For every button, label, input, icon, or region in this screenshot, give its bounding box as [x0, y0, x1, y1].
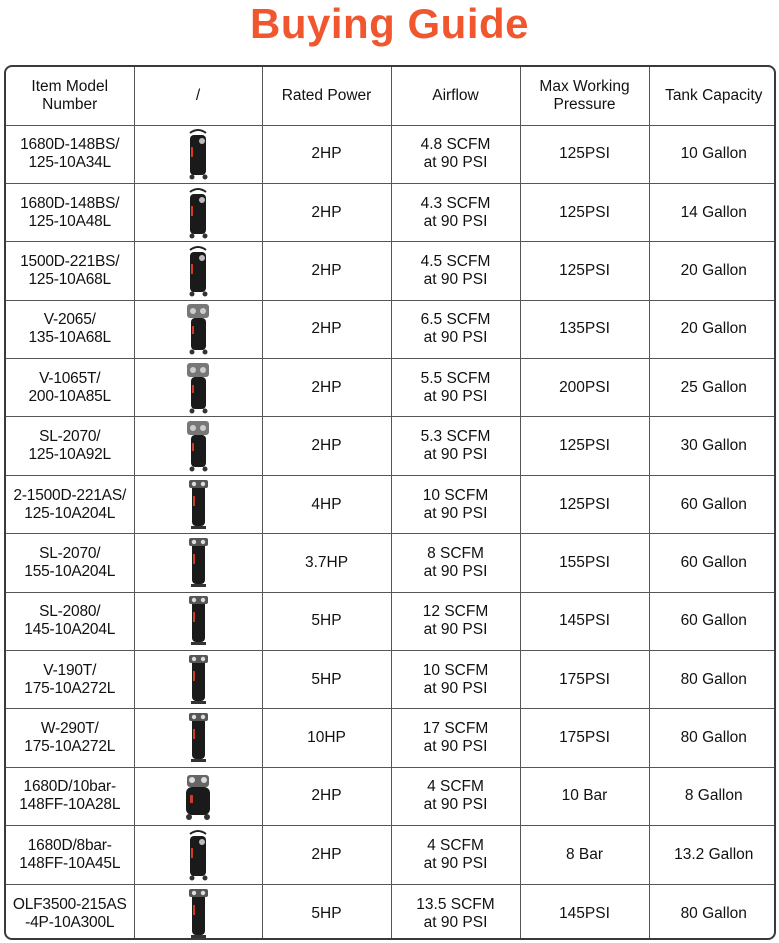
cell-tank: 20 Gallon [649, 242, 776, 300]
compressor-icon [135, 127, 262, 181]
cell-image [134, 359, 262, 417]
cell-power: 2HP [262, 417, 391, 475]
cell-image [134, 826, 262, 884]
cell-airflow [391, 359, 520, 417]
airflow-line1: 4.5 SCFM [420, 252, 491, 270]
cell-model [6, 183, 134, 241]
cell-airflow [391, 242, 520, 300]
cell-airflow [391, 767, 520, 825]
buying-guide-table [4, 65, 776, 940]
cell-pressure: 145PSI [520, 592, 649, 650]
cell-airflow [391, 300, 520, 358]
compressor-icon [135, 769, 262, 823]
cell-image [134, 417, 262, 475]
cell-power: 4HP [262, 475, 391, 533]
model-line2: 175-10A272L [24, 738, 116, 756]
cell-airflow [391, 475, 520, 533]
cell-image [134, 651, 262, 709]
table-row [6, 884, 776, 940]
cell-image [134, 300, 262, 358]
airflow-line2: at 90 PSI [423, 913, 488, 931]
model-line2: 200-10A85L [28, 387, 111, 405]
model-line2: 125-10A92L [28, 446, 111, 464]
airflow-line1: 10 SCFM [422, 661, 489, 679]
airflow-line1: 6.5 SCFM [420, 311, 491, 329]
cell-pressure: 155PSI [520, 534, 649, 592]
airflow-line1: 4.3 SCFM [420, 194, 491, 212]
cell-pressure: 175PSI [520, 709, 649, 767]
cell-image [134, 475, 262, 533]
table-row [6, 183, 776, 241]
airflow-line2: at 90 PSI [423, 270, 488, 288]
cell-airflow [391, 651, 520, 709]
header-power: Rated Power [262, 67, 391, 125]
table-row [6, 359, 776, 417]
cell-pressure: 125PSI [520, 183, 649, 241]
header-pressure-line1: Max Working [539, 77, 630, 95]
airflow-line2: at 90 PSI [423, 854, 488, 872]
header-model-line2: Number [42, 95, 98, 113]
cell-pressure: 125PSI [520, 417, 649, 475]
cell-tank: 60 Gallon [649, 592, 776, 650]
cell-pressure: 125PSI [520, 475, 649, 533]
cell-tank: 10 Gallon [649, 125, 776, 183]
cell-power: 2HP [262, 242, 391, 300]
table-row [6, 592, 776, 650]
cell-pressure: 125PSI [520, 242, 649, 300]
cell-image [134, 534, 262, 592]
compressor-icon [135, 828, 262, 882]
table-row [6, 242, 776, 300]
cell-power: 3.7HP [262, 534, 391, 592]
cell-model [6, 884, 134, 940]
table-row [6, 767, 776, 825]
header-tank: Tank Capacity [649, 67, 776, 125]
cell-pressure: 125PSI [520, 125, 649, 183]
table-row [6, 125, 776, 183]
airflow-line2: at 90 PSI [423, 621, 488, 639]
cell-airflow [391, 183, 520, 241]
model-line2: 135-10A68L [28, 329, 111, 347]
cell-model [6, 475, 134, 533]
cell-power: 2HP [262, 767, 391, 825]
airflow-line1: 4 SCFM [427, 778, 484, 796]
compressor-icon [135, 186, 262, 240]
cell-model [6, 125, 134, 183]
cell-pressure: 10 Bar [520, 767, 649, 825]
cell-tank: 80 Gallon [649, 651, 776, 709]
cell-image [134, 592, 262, 650]
header-model-line1: Item Model [31, 77, 109, 95]
cell-image [134, 125, 262, 183]
model-line1: V-190T/ [43, 661, 97, 679]
cell-tank: 60 Gallon [649, 475, 776, 533]
cell-power: 2HP [262, 183, 391, 241]
airflow-line2: at 90 PSI [423, 679, 488, 697]
model-line1: 1680D/8bar- [27, 836, 112, 854]
model-line1: SL-2080/ [39, 603, 101, 621]
model-line1: V-1065T/ [39, 369, 101, 387]
cell-tank: 25 Gallon [649, 359, 776, 417]
airflow-line1: 12 SCFM [422, 603, 489, 621]
table-row [6, 534, 776, 592]
cell-model [6, 242, 134, 300]
airflow-line1: 5.5 SCFM [420, 369, 491, 387]
cell-pressure: 8 Bar [520, 826, 649, 884]
compressor-icon [135, 653, 262, 707]
airflow-line1: 10 SCFM [422, 486, 489, 504]
cell-pressure: 135PSI [520, 300, 649, 358]
cell-pressure: 175PSI [520, 651, 649, 709]
compressor-icon [135, 887, 262, 940]
cell-airflow [391, 592, 520, 650]
cell-power: 5HP [262, 884, 391, 940]
cell-model [6, 767, 134, 825]
cell-model [6, 651, 134, 709]
header-airflow: Airflow [391, 67, 520, 125]
model-line1: 1680D-148BS/ [20, 194, 120, 212]
model-line2: 125-10A48L [28, 212, 111, 230]
cell-tank: 14 Gallon [649, 183, 776, 241]
cell-model [6, 359, 134, 417]
compressor-icon [135, 244, 262, 298]
airflow-line2: at 90 PSI [423, 329, 488, 347]
cell-tank: 13.2 Gallon [649, 826, 776, 884]
airflow-line2: at 90 PSI [423, 796, 488, 814]
cell-image [134, 709, 262, 767]
table-row [6, 475, 776, 533]
cell-tank: 60 Gallon [649, 534, 776, 592]
compressor-icon [135, 711, 262, 765]
cell-pressure: 145PSI [520, 884, 649, 940]
cell-airflow [391, 884, 520, 940]
cell-image [134, 767, 262, 825]
cell-image [134, 242, 262, 300]
table-row [6, 651, 776, 709]
cell-airflow [391, 417, 520, 475]
cell-airflow [391, 534, 520, 592]
cell-tank: 20 Gallon [649, 300, 776, 358]
table-row [6, 300, 776, 358]
compressor-icon [135, 594, 262, 648]
cell-model [6, 709, 134, 767]
model-line1: W-290T/ [40, 720, 99, 738]
table-row [6, 417, 776, 475]
airflow-line1: 17 SCFM [422, 720, 489, 738]
cell-power: 2HP [262, 300, 391, 358]
cell-tank: 30 Gallon [649, 417, 776, 475]
cell-tank: 8 Gallon [649, 767, 776, 825]
airflow-line1: 13.5 SCFM [416, 895, 495, 913]
cell-model [6, 592, 134, 650]
airflow-line2: at 90 PSI [423, 154, 488, 172]
cell-image [134, 183, 262, 241]
cell-model [6, 417, 134, 475]
airflow-line2: at 90 PSI [423, 212, 488, 230]
model-line1: SL-2070/ [39, 428, 101, 446]
cell-model [6, 534, 134, 592]
cell-airflow [391, 709, 520, 767]
model-line2: -4P-10A300L [25, 913, 115, 931]
compressor-icon [135, 419, 262, 473]
compressor-icon [135, 536, 262, 590]
airflow-line2: at 90 PSI [423, 562, 488, 580]
page-title: Buying Guide [250, 0, 529, 47]
cell-power: 5HP [262, 592, 391, 650]
airflow-line1: 4.8 SCFM [420, 136, 491, 154]
airflow-line2: at 90 PSI [423, 738, 488, 756]
compressor-icon [135, 361, 262, 415]
cell-power: 10HP [262, 709, 391, 767]
model-line1: OLF3500-215AS [12, 895, 127, 913]
airflow-line1: 8 SCFM [427, 544, 484, 562]
model-line2: 175-10A272L [24, 679, 116, 697]
airflow-line2: at 90 PSI [423, 387, 488, 405]
table-row [6, 826, 776, 884]
table-row [6, 709, 776, 767]
airflow-line1: 5.3 SCFM [420, 428, 491, 446]
cell-pressure: 200PSI [520, 359, 649, 417]
header-model [6, 67, 134, 125]
model-line2: 125-10A68L [28, 270, 111, 288]
airflow-line1: 4 SCFM [427, 836, 484, 854]
compressor-icon [135, 478, 262, 532]
cell-image [134, 884, 262, 940]
model-line2: 155-10A204L [24, 562, 116, 580]
model-line2: 148FF-10A28L [19, 796, 121, 814]
header-pressure-line2: Pressure [553, 95, 616, 113]
cell-power: 2HP [262, 359, 391, 417]
model-line2: 148FF-10A45L [19, 854, 121, 872]
table-header-row [6, 67, 776, 125]
cell-tank: 80 Gallon [649, 709, 776, 767]
compressor-icon [135, 302, 262, 356]
model-line1: V-2065/ [43, 311, 96, 329]
header-image: / [134, 67, 262, 125]
airflow-line2: at 90 PSI [423, 446, 488, 464]
airflow-line2: at 90 PSI [423, 504, 488, 522]
cell-power: 2HP [262, 826, 391, 884]
cell-power: 5HP [262, 651, 391, 709]
cell-airflow [391, 125, 520, 183]
cell-airflow [391, 826, 520, 884]
cell-tank: 80 Gallon [680, 904, 747, 922]
model-line1: 1680D-148BS/ [20, 136, 120, 154]
model-line1: 1680D/10bar- [23, 778, 116, 796]
model-line1: SL-2070/ [39, 544, 101, 562]
cell-model [6, 300, 134, 358]
model-line1: 1500D-221BS/ [20, 252, 120, 270]
model-line2: 145-10A204L [24, 621, 116, 639]
model-line2: 125-10A34L [28, 154, 111, 172]
model-line1: 2-1500D-221AS/ [13, 486, 127, 504]
model-line2: 125-10A204L [24, 504, 116, 522]
header-pressure [520, 67, 649, 125]
cell-power: 2HP [262, 125, 391, 183]
cell-model [6, 826, 134, 884]
